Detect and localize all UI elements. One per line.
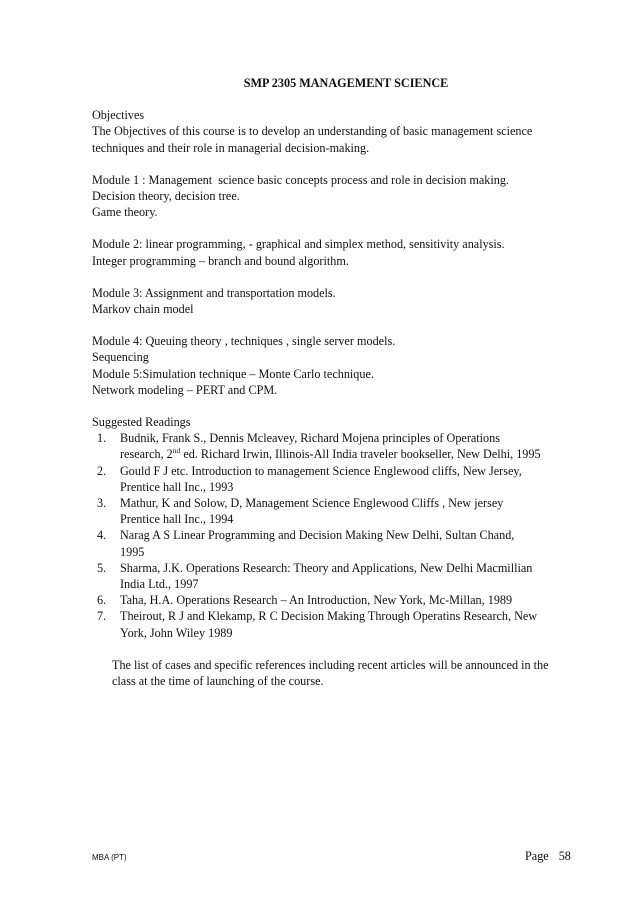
list-number: 6. <box>97 593 107 608</box>
objectives-text-line-1: The Objectives of this course is to develop an understanding of basic management science <box>92 124 533 139</box>
superscript: nd <box>172 446 181 456</box>
reading-line-2: York, John Wiley 1989 <box>120 625 233 640</box>
page-title: SMP 2305 MANAGEMENT SCIENCE <box>243 76 449 90</box>
objectives-text-line-2: techniques and their role in managerial decision-making. <box>92 140 370 155</box>
module-5-line-2: Network modeling – PERT and CPM. <box>92 382 278 397</box>
reading-line-2: Prentice hall Inc., 1993 <box>120 479 234 494</box>
objectives-section <box>92 107 592 156</box>
module-1-line-3: Game theory. <box>92 205 158 220</box>
reading-line-1: Theirout, R J and Klekamp, R C Decision Making Through Operatins Research, New <box>120 609 538 624</box>
footer-page-indicator <box>525 849 571 864</box>
list-item <box>92 463 592 495</box>
module-2-line-2: Integer programming – branch and bound algorithm. <box>92 253 349 268</box>
reading-line-1: Sharma, J.K. Operations Research: Theory and Applications, New Delhi Macmillian <box>120 560 533 575</box>
reading-line-2: Prentice hall Inc., 1994 <box>120 512 234 527</box>
list-item <box>92 495 592 527</box>
reading-line-1: Narag A S Linear Programming and Decision Making New Delhi, Sultan Chand, <box>120 528 515 543</box>
closing-line-1: The list of cases and specific references including recent articles will be announced in the <box>112 657 549 672</box>
reading-line-2: 1995 <box>120 544 145 559</box>
closing-note <box>92 657 592 689</box>
reading-line-2: India Ltd., 1997 <box>120 577 199 592</box>
page-label: Page <box>525 849 549 863</box>
reading-line-1: Mathur, K and Solow, D, Management Science Englewood Cliffs , New jersey <box>120 496 504 511</box>
module-1-line-1: Module 1 : Management science basic concepts process and role in decision making. <box>92 172 509 187</box>
list-number: 2. <box>97 463 107 478</box>
module-1-line-2: Decision theory, decision tree. <box>92 189 240 204</box>
reading-text: ed. Richard Irwin, Illinois-All India traveler bookseller, New Delhi, 1995 <box>180 447 541 462</box>
list-number: 7. <box>97 609 107 624</box>
module-1-section <box>92 172 592 221</box>
module-5-line-1: Module 5:Simulation technique – Monte Carlo technique. <box>92 366 374 381</box>
module-4-5-section <box>92 333 592 398</box>
list-number: 4. <box>97 528 107 543</box>
closing-line-2: class at the time of launching of the course. <box>112 674 324 689</box>
suggested-readings-section <box>92 414 592 689</box>
reading-line-1: Taha, H.A. Operations Research – An Introduction, New York, Mc-Millan, 1989 <box>120 593 513 608</box>
list-item <box>92 608 592 640</box>
list-item <box>92 527 592 559</box>
list-item <box>92 592 592 608</box>
module-3-line-2: Markov chain model <box>92 302 194 317</box>
module-4-line-1: Module 4: Queuing theory , techniques , single server models. <box>92 334 396 349</box>
objectives-heading: Objectives <box>92 108 145 123</box>
module-3-line-1: Module 3: Assignment and transportation models. <box>92 285 336 300</box>
list-item <box>92 430 592 462</box>
footer-program-label: MBA (PT) <box>92 853 127 862</box>
reading-line-1: Budnik, Frank S., Dennis Mcleavey, Richard Mojena principles of Operations <box>120 431 500 446</box>
reading-line-2 <box>120 446 592 462</box>
readings-list <box>92 430 592 641</box>
list-number: 3. <box>97 496 107 511</box>
list-number: 5. <box>97 560 107 575</box>
module-2-line-1: Module 2: linear programming, - graphical and simplex method, sensitivity analysis. <box>92 237 505 252</box>
reading-text: research, 2 <box>120 447 173 462</box>
page-number: 58 <box>558 849 571 863</box>
reading-line-1: Gould F J etc. Introduction to management Science Englewood cliffs, New Jersey, <box>120 463 522 478</box>
module-4-line-2: Sequencing <box>92 350 149 365</box>
list-number: 1. <box>97 431 107 446</box>
suggested-readings-heading: Suggested Readings <box>92 415 191 430</box>
list-item <box>92 560 592 592</box>
page-content <box>92 75 592 689</box>
module-2-section <box>92 236 592 268</box>
module-3-section <box>92 285 592 317</box>
